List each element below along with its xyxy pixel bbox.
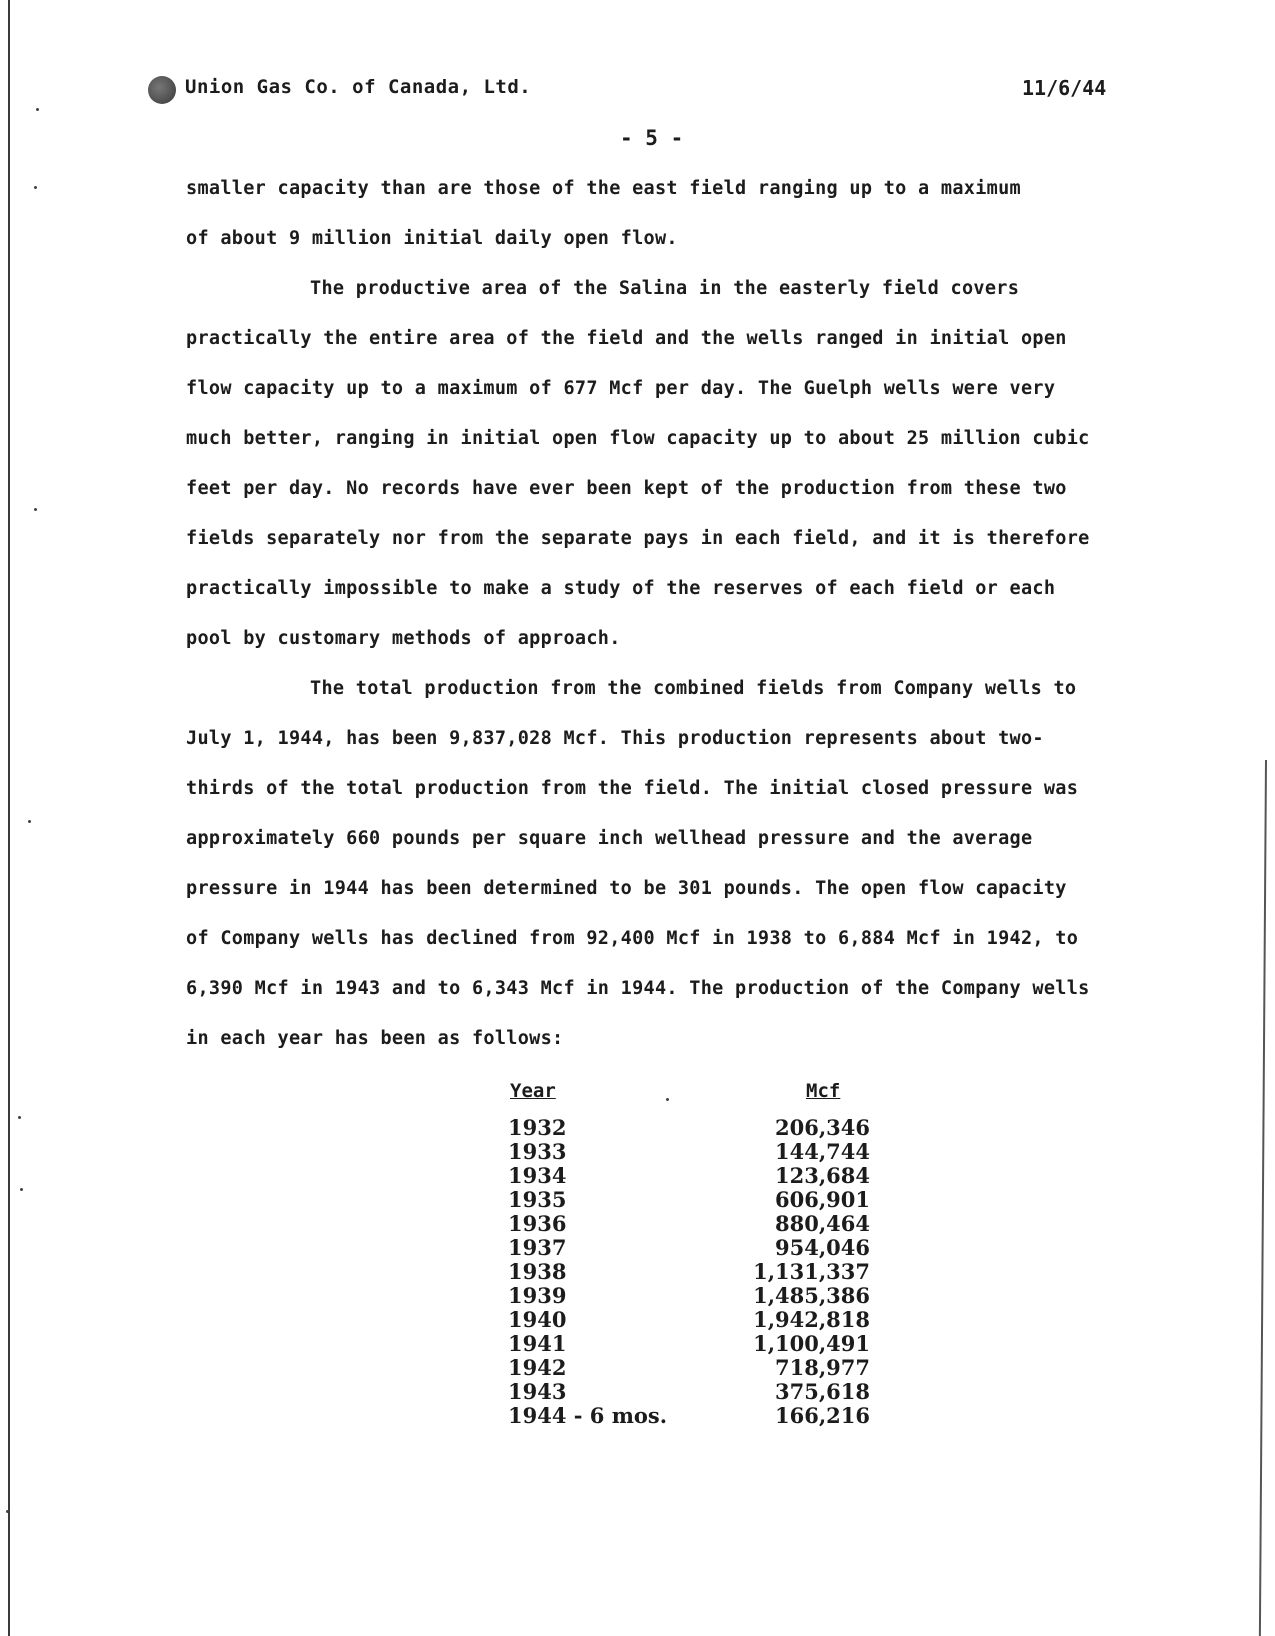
mcf-cell: 123,684 — [775, 1163, 870, 1188]
scan-edge-right — [1259, 760, 1267, 1636]
mcf-cell: 375,618 — [775, 1379, 870, 1404]
body-line: flow capacity up to a maximum of 677 Mcf per day. The Guelph wells were very — [186, 378, 1056, 399]
year-cell: 1940 — [508, 1307, 567, 1332]
table-row — [508, 1380, 888, 1404]
mcf-cell: 954,046 — [775, 1235, 870, 1260]
body-line: pool by customary methods of approach. — [186, 628, 621, 649]
table-row — [508, 1116, 888, 1140]
year-cell: 1938 — [508, 1259, 567, 1284]
table-row — [508, 1212, 888, 1236]
mcf-cell: 1,485,386 — [753, 1283, 870, 1308]
body-line: of about 9 million initial daily open flow. — [186, 228, 678, 249]
table-row — [508, 1188, 888, 1212]
mcf-cell: 206,346 — [775, 1115, 870, 1140]
table-row — [508, 1236, 888, 1260]
body-line: approximately 660 pounds per square inch wellhead pressure and the average — [186, 828, 1033, 849]
mcf-cell: 1,100,491 — [753, 1331, 870, 1356]
year-cell: 1937 — [508, 1235, 567, 1260]
year-cell: 1941 — [508, 1331, 567, 1356]
mcf-cell: 166,216 — [775, 1403, 870, 1428]
year-cell: 1935 — [508, 1187, 567, 1212]
body-line: of Company wells has declined from 92,400 Mcf in 1938 to 6,884 Mcf in 1942, to — [186, 928, 1079, 949]
mcf-cell: 144,744 — [775, 1139, 870, 1164]
scan-edge-left — [8, 0, 10, 1636]
year-cell: 1944 - 6 mos. — [508, 1403, 668, 1428]
body-line: in each year has been as follows: — [186, 1028, 564, 1049]
table-row — [508, 1164, 888, 1188]
year-cell: 1939 — [508, 1283, 567, 1308]
body-line: 6,390 Mcf in 1943 and to 6,343 Mcf in 1944. The production of the Company wells — [186, 978, 1090, 999]
year-cell: 1943 — [508, 1379, 567, 1404]
scan-speck — [20, 1188, 23, 1191]
body-line: thirds of the total production from the field. The initial closed pressure was — [186, 778, 1079, 799]
page-number: - 5 - — [620, 126, 684, 150]
table-row — [508, 1284, 888, 1308]
scan-speck — [34, 186, 37, 189]
year-cell: 1936 — [508, 1211, 567, 1236]
body-line: much better, ranging in initial open flow capacity up to about 25 million cubic — [186, 428, 1090, 449]
scan-speck — [6, 1510, 9, 1513]
mcf-cell: 1,131,337 — [753, 1259, 870, 1284]
body-line: feet per day. No records have ever been kept of the production from these two — [186, 478, 1067, 499]
body-line: July 1, 1944, has been 9,837,028 Mcf. This production represents about two- — [186, 728, 1044, 749]
body-line: practically the entire area of the field and the wells ranged in initial open — [186, 328, 1067, 349]
table-row — [508, 1356, 888, 1380]
table-row — [508, 1404, 888, 1428]
mcf-column-header: Mcf — [806, 1080, 841, 1102]
mcf-cell: 606,901 — [775, 1187, 870, 1212]
scan-speck — [28, 820, 31, 823]
table-row — [508, 1140, 888, 1164]
body-line: smaller capacity than are those of the east field ranging up to a maximum — [186, 178, 1021, 199]
mcf-cell: 880,464 — [775, 1211, 870, 1236]
year-cell: 1942 — [508, 1355, 567, 1380]
table-row — [508, 1308, 888, 1332]
mcf-cell: 1,942,818 — [753, 1307, 870, 1332]
year-column-header: Year — [510, 1080, 556, 1102]
body-line: pressure in 1944 has been determined to be 301 pounds. The open flow capacity — [186, 878, 1067, 899]
body-line: The productive area of the Salina in the easterly field covers — [310, 278, 1020, 299]
punch-hole — [148, 76, 176, 104]
document-date: 11/6/44 — [1022, 76, 1107, 100]
year-cell: 1932 — [508, 1115, 567, 1140]
year-cell: 1933 — [508, 1139, 567, 1164]
scan-speck — [18, 1116, 21, 1119]
table-row — [508, 1260, 888, 1284]
year-cell: 1934 — [508, 1163, 567, 1188]
body-line: fields separately nor from the separate pays in each field, and it is therefore — [186, 528, 1090, 549]
company-name: Union Gas Co. of Canada, Ltd. — [185, 76, 532, 98]
body-line: The total production from the combined fields from Company wells to — [310, 678, 1077, 699]
scan-speck — [36, 108, 39, 111]
scan-speck — [666, 1098, 669, 1101]
scan-speck — [34, 508, 37, 511]
body-line: practically impossible to make a study of the reserves of each field or each — [186, 578, 1056, 599]
table-row — [508, 1332, 888, 1356]
mcf-cell: 718,977 — [775, 1355, 870, 1380]
